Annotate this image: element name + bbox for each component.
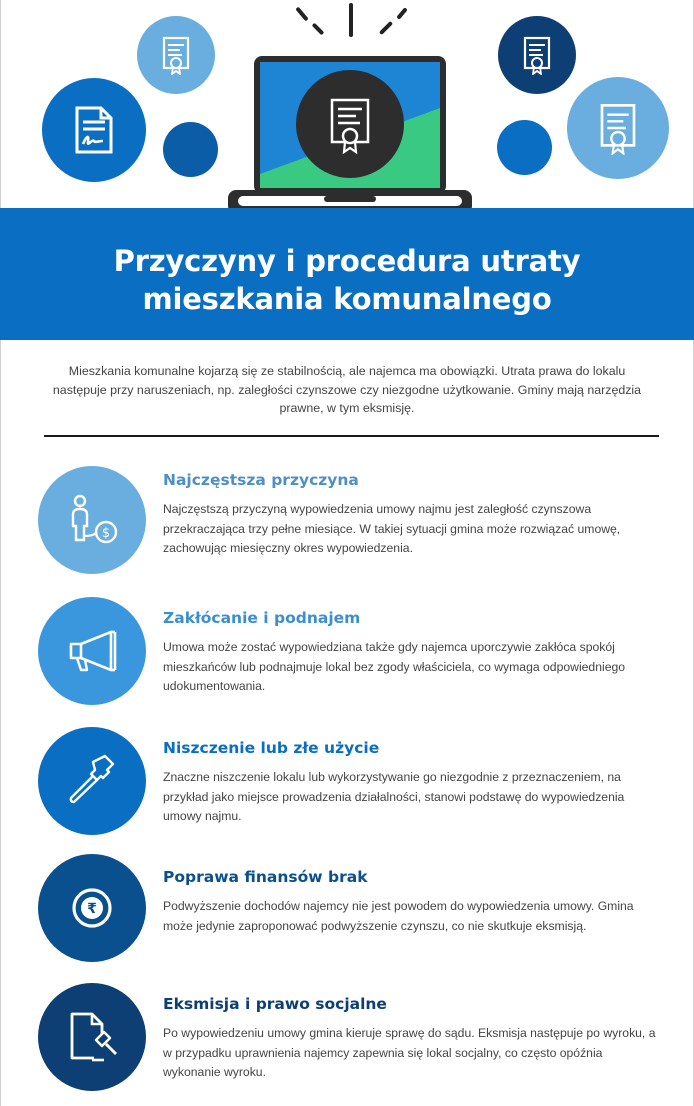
page-title [0,242,694,318]
certificate-icon [594,101,642,155]
intro-paragraph: Mieszkania komunalne kojarzą się ze stabilnością, ale najemca ma obowiązki. Utrata prawa do lokalu następuje przy naruszeniach, np. zaległości czynszowe czy niezgodne użytkowanie. Gminy mają narzędzia prawne, w tym eksmisję. [52,364,642,415]
signed-document-icon [73,105,115,155]
page-title-line1: Przyczyny i procedura utraty [113,244,581,278]
section-heading: Eksmisja i prawo socjalne [163,995,387,1013]
person-money-icon [64,492,120,548]
document-gavel-icon [64,1008,120,1066]
section-heading: Zakłócanie i podnajem [163,609,361,627]
spark-ray-right [379,21,393,35]
spark-ray-left [295,7,308,22]
section-icon-circle [38,983,146,1091]
spark-ray-left-lower [312,23,325,36]
contract-bubble [42,78,146,182]
certificate-bubble-navy [498,16,576,94]
hammer-icon [63,752,121,810]
megaphone-icon [63,626,121,676]
certificate-bubble-large-right [567,77,669,179]
certificate-bubble-small-left [137,16,215,94]
section-heading: Poprawa finansów brak [163,868,368,886]
svg-text:₹: ₹ [87,901,97,917]
section-icon-circle [38,466,146,574]
section-icon-circle [38,854,146,962]
section-icon-circle [38,727,146,835]
spark-ray-center [349,3,353,37]
decorative-circle-right [497,120,552,175]
decorative-circle-left [163,122,218,177]
coin-icon [68,884,116,932]
certificate-icon [519,35,555,75]
section-body: Znaczne niszczenie lokalu lub wykorzystywanie go niezgodnie z przeznaczeniem, na przykład jako miejsce prowadzenia działalności, stanowi podstawę do wypowiedzenia umowy najmu. [163,770,625,823]
section-body: Podwyższenie dochodów najemcy nie jest powodem do wypowiedzenia umowy. Gmina może jedynie zaproponować podwyższenie czynszu, co nie skutkuje eksmisją. [163,899,634,933]
section-divider [44,435,659,437]
section-icon-circle [38,597,146,705]
section-heading: Najczęstsza przyczyna [163,471,359,489]
section-body: Umowa może zostać wypowiedziana także gdy najemca uporczywie zakłóca spokój mieszkańców lub podnajmuje lokal bez zgody właściciela, co wymaga odpowiedniego udokumentowania. [163,640,626,693]
page-title-line2: mieszkania komunalnego [142,282,552,316]
laptop-icon [224,56,476,222]
section-body: Po wypowiedzeniu umowy gmina kieruje sprawę do sądu. Eksmisja następuje po wyroku, a w przypadku uprawnienia najemcy zapewnia się lokal socjalny, co często opóźnia wykonanie wyroku. [163,1026,656,1079]
spark-ray-right-upper [396,7,407,20]
certificate-icon [158,35,194,75]
svg-text:$: $ [101,526,111,541]
section-heading: Niszczenie lub złe użycie [163,739,380,757]
section-body: Najczęstszą przyczyną wypowiedzenia umowy najmu jest zaległość czynszowa przekraczająca trzy pełne miesiące. W takiej sytuacji gmina może rozwiązać umowę, zachowując miesięczny okres wypowiedzenia. [163,502,621,555]
